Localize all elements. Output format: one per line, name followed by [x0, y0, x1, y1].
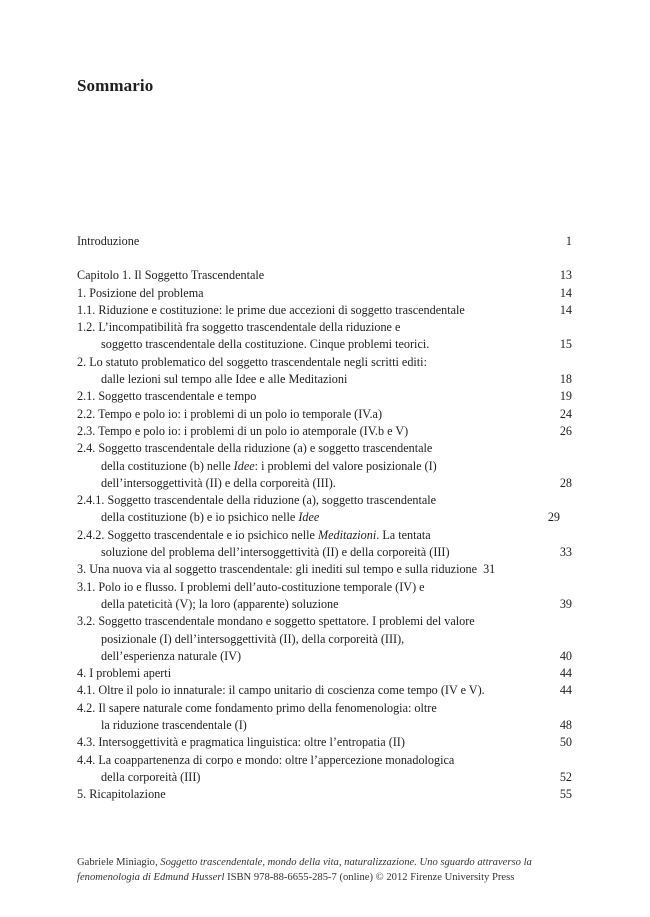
toc-entry — [77, 613, 572, 665]
toc-page-number: 31 — [483, 562, 496, 577]
toc-page-number: 40 — [559, 648, 572, 663]
toc-entry-line: 2. Lo statuto problematico del soggetto trascendentale negli scritti editi: — [77, 354, 427, 369]
toc-entry — [77, 285, 572, 302]
toc-page-number: 48 — [559, 718, 572, 733]
footer-title-part-1: Soggetto trascendentale, mondo della vita, naturalizzazione. Uno sguardo attraverso la — [160, 857, 532, 868]
toc-entry-line: 5. Ricapitolazione — [77, 787, 166, 802]
toc-page-number: 55 — [559, 787, 572, 802]
toc-page-number: 52 — [559, 769, 572, 784]
toc-entry-line: soggetto trascendentale della costituzione. Cinque problemi teorici. — [101, 337, 430, 352]
toc-entry — [77, 752, 572, 787]
toc-entry-line: 4.4. La coappartenenza di corpo e mondo: oltre l’appercezione monadologica — [77, 752, 455, 767]
toc-entry-title — [77, 440, 560, 492]
toc-page-number: 15 — [559, 337, 572, 352]
toc-page-number: 50 — [559, 735, 572, 750]
toc-entry-title — [77, 786, 560, 803]
toc-entry — [77, 440, 572, 492]
toc-entry-line: 1.1. Riduzione e costituzione: le prime due accezioni di soggetto trascendentale — [77, 302, 465, 317]
toc-entry-line: della costituzione (b) e io psichico nelle Idee — [101, 510, 320, 525]
toc-entry-title — [77, 492, 548, 527]
toc-entry — [77, 492, 572, 527]
toc-entry-line: 2.3. Tempo e polo io: i problemi di un polo io atemporale (IV.b e V) — [77, 423, 409, 438]
toc-page-number: 44 — [559, 666, 572, 681]
footer-line-2 — [77, 870, 577, 885]
toc-entry-title — [77, 354, 560, 389]
toc-entry — [77, 665, 572, 682]
toc-entry-line: della pateticità (V); la loro (apparente) soluzione — [101, 596, 339, 611]
footer-publication-info: ISBN 978-88-6655-285-7 (online) © 2012 Firenze University Press — [224, 872, 515, 883]
toc-entry-line: Introduzione — [77, 234, 140, 248]
toc-page-number: 13 — [559, 268, 572, 283]
toc-entry-line: 1. Posizione del problema — [77, 285, 204, 300]
toc-entry — [77, 423, 572, 440]
toc-entry-title — [77, 302, 560, 319]
toc-entry — [77, 786, 572, 803]
footer-author: Gabriele Miniagio, — [77, 857, 161, 868]
toc-entry-line: 3. Una nuova via al soggetto trascendentale: gli inediti sul tempo e sulla riduzione 31 — [77, 562, 496, 577]
toc-page-number: 14 — [559, 285, 572, 300]
toc-page-number: 26 — [559, 423, 572, 438]
toc-entry-line: 4. I problemi aperti — [77, 666, 172, 681]
toc-entry — [77, 682, 572, 699]
toc-entry-title — [77, 406, 560, 423]
toc-entry — [77, 734, 572, 751]
toc-page-number: 18 — [559, 372, 572, 387]
page-footer — [77, 855, 577, 885]
toc-entry-line: 2.1. Soggetto trascendentale e tempo — [77, 389, 257, 404]
toc-entry-line: 1.2. L’incompatibilità fra soggetto trascendentale della riduzione e — [77, 320, 401, 335]
toc-entry-title — [77, 285, 560, 302]
toc-page-number: 29 — [547, 510, 560, 525]
toc-page-number: 24 — [559, 406, 572, 421]
toc-entry-title — [77, 579, 560, 614]
toc-entry-title — [77, 527, 560, 562]
toc-entry-line: della corporeità (III) — [101, 769, 201, 784]
toc-page-number: 28 — [559, 475, 572, 490]
footer-title-part-2: fenomenologia di Edmund Husserl — [77, 872, 225, 883]
toc-entry-title — [77, 267, 560, 284]
toc-entry — [77, 354, 572, 389]
toc-entry-line: dalle lezioni sul tempo alle Idee e alle Meditazioni — [101, 372, 348, 387]
toc-entry-line: 4.3. Intersoggettività e pragmatica linguistica: oltre l’entropatia (II) — [77, 735, 405, 750]
toc-entry-title — [77, 423, 560, 440]
toc-entry-line: 3.2. Soggetto trascendentale mondano e soggetto spettatore. I problemi del valore — [77, 614, 475, 629]
toc-entry-title — [77, 682, 560, 699]
toc-page-number: 39 — [559, 596, 572, 611]
toc-entry — [77, 579, 572, 614]
toc-entry-line: 3.1. Polo io e flusso. I problemi dell’auto-costituzione temporale (IV) e — [77, 579, 425, 594]
toc-entry-line: dell’intersoggettività (II) e della corporeità (III). — [101, 475, 336, 490]
toc-entry-title — [77, 665, 560, 682]
toc-entry-title — [77, 700, 560, 735]
toc-entry-line: posizionale (I) dell’intersoggettività (II), della corporeità (III), — [101, 631, 405, 646]
page-title: Sommario — [77, 76, 154, 95]
toc-entry-line: 2.4.2. Soggetto trascendentale e io psichico nelle Meditazioni. La tentata — [77, 527, 431, 542]
toc-entry — [77, 267, 572, 284]
toc-entry-line: 4.1. Oltre il polo io innaturale: il campo unitario di coscienza come tempo (IV e V). — [77, 683, 485, 698]
toc-page-number: 33 — [559, 545, 572, 560]
toc-entry — [77, 700, 572, 735]
toc-entry-title — [77, 233, 566, 250]
toc-entry-line: 2.4.1. Soggetto trascendentale della riduzione (a), soggetto trascendentale — [77, 493, 437, 508]
toc-entry-title — [77, 734, 560, 751]
table-of-contents — [77, 233, 572, 804]
toc-page-number: 14 — [559, 302, 572, 317]
toc-page-number: 44 — [559, 683, 572, 698]
toc-entry — [77, 406, 572, 423]
toc-entry-title — [77, 388, 560, 405]
toc-entry-line: la riduzione trascendentale (I) — [101, 718, 247, 733]
toc-entry-line: dell’esperienza naturale (IV) — [101, 648, 242, 663]
toc-entry — [77, 388, 572, 405]
toc-entry-line: Capitolo 1. Il Soggetto Trascendentale — [77, 268, 265, 283]
toc-entry-title — [77, 319, 560, 354]
toc-entry-line: 2.4. Soggetto trascendentale della riduzione (a) e soggetto trascendentale — [77, 441, 433, 456]
toc-entry — [77, 527, 572, 562]
toc-entry-title — [77, 613, 560, 665]
footer-line-1 — [77, 855, 577, 870]
toc-entry — [77, 233, 572, 250]
toc-page-number: 1 — [565, 234, 572, 248]
toc-entry-line: della costituzione (b) nelle Idee: i problemi del valore posizionale (I) — [101, 458, 437, 473]
toc-entry — [77, 319, 572, 354]
toc-entry — [77, 302, 572, 319]
toc-entry-title — [77, 752, 560, 787]
toc-entry-line: 4.2. Il sapere naturale come fondamento primo della fenomenologia: oltre — [77, 700, 437, 715]
toc-entry-line: soluzione del problema dell’intersoggettività (II) e della corporeità (III) — [101, 545, 450, 560]
toc-entry-title — [77, 561, 572, 578]
toc-entry-line: 2.2. Tempo e polo io: i problemi di un polo io temporale (IV.a) — [77, 406, 383, 421]
toc-page-number: 19 — [559, 389, 572, 404]
toc-entry — [77, 561, 572, 578]
